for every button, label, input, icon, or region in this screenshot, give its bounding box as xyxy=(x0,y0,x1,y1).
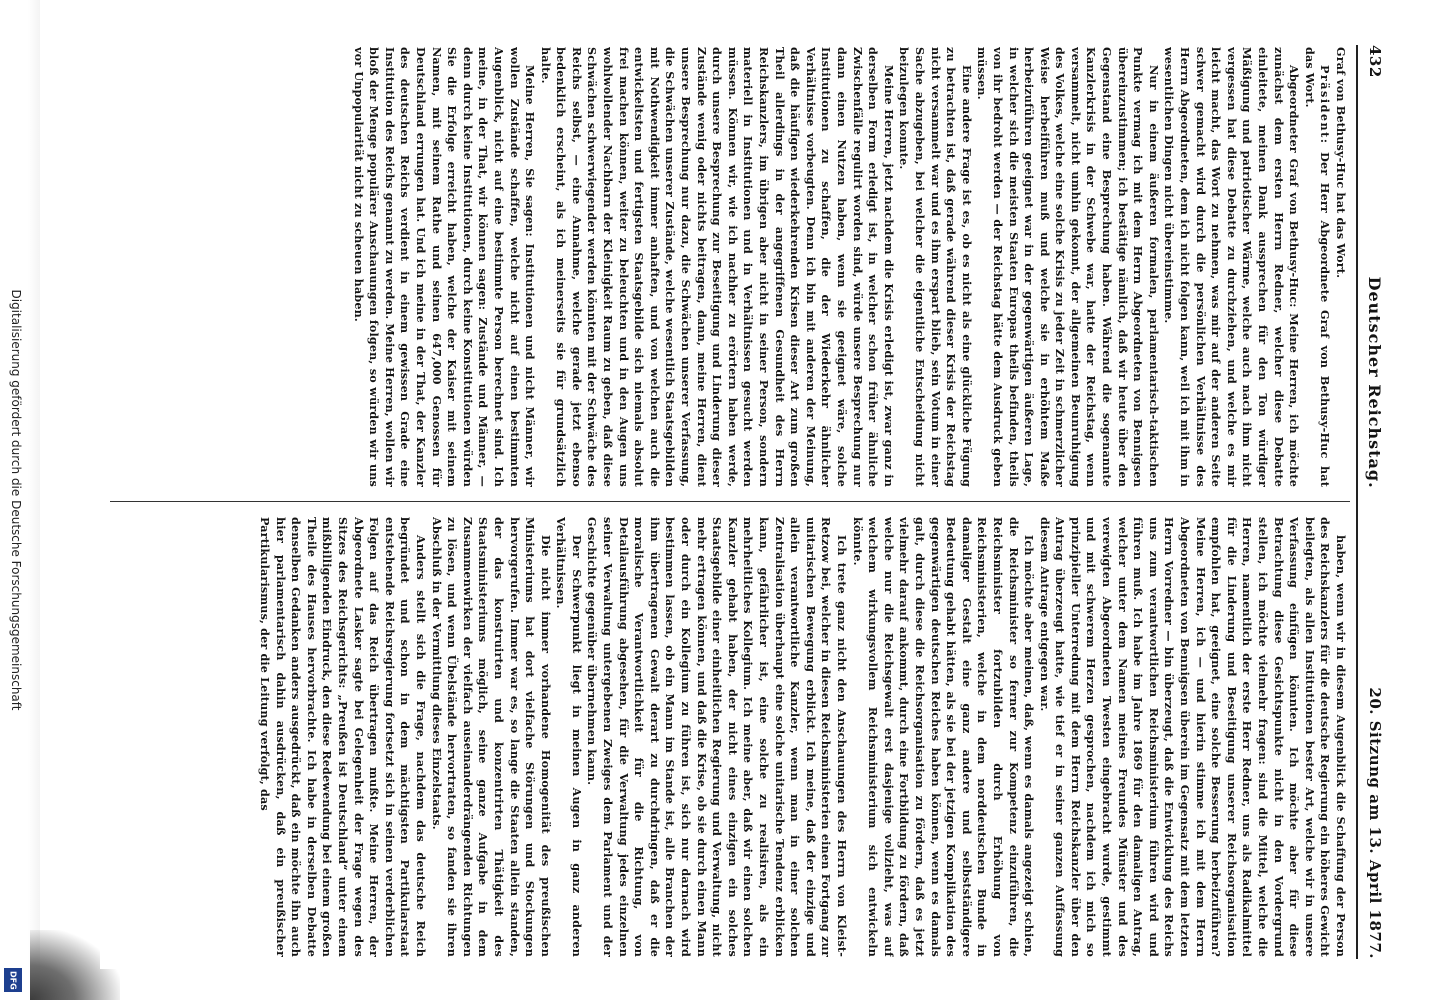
paragraph xyxy=(1301,47,1332,487)
newspaper-page xyxy=(100,35,1390,969)
credit-bar xyxy=(4,0,28,1000)
paragraph-text: Meine Herren, jetzt nachdem die Krisis erledigt ist, zwar ganz in derselben Form erledigt ist, in welcher schon früher ähnliche Zwischenfälle regulirt worden sind, würde unsere Besprechung nur dann einen Nutzen haben, wenn sie geeignet wäre, solche Institutionen zu schaffen, die der Wiederkehr ähnlicher Verhältnisse vorbeugten. Denn ich bin mit anderen der Meinung, daß die häufigen wiederkehrenden Krisen dieser Art zum großen Theil allerdings in der angegriffenen Gesundheit des Herrn Reichskanzlers, im übrigen aber nicht in seiner Person, sondern materiell in Institutionen und in Verhältnissen gesucht werden müssen. Können wir, wie ich nachher zu erörtern haben werde, durch unsere Besprechung zur Beseitigung und Linderung dieser Zustände wenig oder nichts beitragen, dann, meine Herren, dient unsere Besprechung nur dazu, die Schwächen unserer Verfassung, die Schwächen unserer Zustände, welche wesentlich Staatsgebilden mit Nothwendigkeit immer anhaften, und von welchen auch die entwickeltsten und fertigsten Staatsgebilde sich niemals absolut frei machen können, weiter zu beleuchten und in den Augen uns wohlwollender Nachbarn der Kleinigkeit Raum zu geben, daß diese Schwächen schwerwiegender werden könnten mit der Schwäche des Reichs selbst, — eine Annahme, welche gerade jetzt ebenso bedenklich erscheint, als ich meinerseits sie für grundsätzlich halte. xyxy=(538,47,896,487)
paragraph xyxy=(584,517,849,957)
paragraph-text: Ich möchte aber meinen, daß, wenn es damals angezeigt schien, die Reichsminister so ferner zur Kompetenz einzuführen, die Reichsminister fortzubilden durch Erhöhung von Reichsministerien, welche in dem norddeutschen Bunde in damaliger Gestalt eine ganz andere und selbstständigere Bedeutung gehabt hätten, als sie bei der jetzigen Komplikation des gegenwärtigen deutschen Reiches haben können, wenn es damals galt, durch diese die Reichsorganisation zu fördern, daß es jetzt vielmehr darauf ankommt, durch eine Fortbildung zu fördern, daß welche nur die Reichsgewalt erst dasjenige vollzieht, was auf welchem wirkungsvollem Reichsministerium sich entwickeln könnte. xyxy=(850,517,1037,957)
paragraph-text: haben, wenn wir in diesem Augenblick die Schaffung der Person des Reichskanzlers für die deutsche Regierung ein höheres Gewicht beilegten, als allen Institutionen bester Art, welche wir in unsere Verfassung einfügen könnten. Ich möchte aber für diese Betrachtung diese Gesichtspunkte nicht in den Vordergrund stellen, ich möchte vielmehr fragen: sind die Mittel, welche die Herren, namentlich der erste Herr Redner, uns als Radikalmittel für die Linderung und Beseitigung unserer Reichsorganisation empfohlen hat, geeignet, eine solche Besserung herbeizuführen? Meine Herren, ich — und hierin stimme ich mit dem Herrn Abgeordneten von Bennigsen überein im Gegensatz mit dem letzten Herrn Vorredner — bin überzeugt, daß die Entwicklung des Reichs uns zum verantwortlichen Reichsministerium führen wird und führen muß. Ich habe im Jahre 1869 für den damaligen Antrag, welcher unter dem Namen meines Freundes Münster und des verewigten Abgeordneten Twesten eingebracht wurde, gestimmt und mit schwerem Herzen gesprochen, nachdem ich mich so prinzipieller Unterredung mit dem Herrn Reichskanzler über den Antrag überzeugt hatte, wie tief er in seiner ganzen Auffassung diesem Antrage entgegen war. xyxy=(1037,517,1348,957)
paragraph xyxy=(553,517,584,957)
paragraph xyxy=(428,517,553,957)
paragraph xyxy=(1036,517,1348,957)
paragraph xyxy=(849,517,1036,957)
paragraph-text: Eine andere Frage ist es, ob es nicht als eine glückliche Fügung zu betrachten ist, daß gerade während dieser Krisis der Reichstag nicht versammelt war und es ihm erspart blieb, sein Votum in einer Sache abzugeben, bei welcher die eigentliche Entscheidung nicht beizulegen konnte. xyxy=(897,47,974,487)
publication-title: Deutscher Reichstag. xyxy=(1365,276,1385,489)
page-scan xyxy=(100,35,1390,969)
paragraph-text: Die nicht immer vorhandene Homogenität des preußischen Ministeriums hat dort vielfache Störungen und Stockungen hervorgerufen. Immer war es, so lange die Staaten allein standen, der das konstruirten und konzentrirten Thätigkeit des Staatsministeriums möglich, seine ganze Aufgabe in dem Zusammenwirken der vielfach auseinanderdrängenden Richtungen zu lösen, und wenn Übelstände hervortraten, so fanden sie ihren Abschluß in der Vermittlung dieses Einzelstaats. xyxy=(429,517,553,957)
page-number: 432 xyxy=(1366,45,1384,78)
digitization-credit: Digitalisierung gefördert durch die Deutsche Forschungsgemeinschaft xyxy=(9,289,23,711)
session-date: 20. Sitzung am 13. April 1877. xyxy=(1366,687,1384,959)
paragraph xyxy=(256,517,428,957)
paragraph xyxy=(350,47,537,487)
paragraph-text: Graf von Bethusy-Huc hat das Wort. xyxy=(1334,47,1348,279)
paragraph xyxy=(1332,47,1348,487)
paragraph-text: Ich trete ganz nicht den Anschauungen des Herrn von Kleist-Retzow bei, welcher in diesen Reichsministerien einen Fortgang zur unitarischen Bewegung erblickt. Ich meine, daß der einzige und allein verantwortliche Kanzler, wenn man in einer solchen Zentralisation überhaupt eine solche unitarische Tendenz erblicken kann, gefährlicher ist, eine solche zu realisiren, als ein mehrheitliches Kollegium. Ich meine aber, daß wir einen solchen Kanzler gehabt haben, der nicht eines einzigen ein solches Staatsgebilde einer einheitlichen Regierung und Verwaltung, nicht mehr ertragen können, und daß die Krise, ob sie durch einen Mann oder durch ein Kollegium zu führen ist, sich nur darnach wird bestimmen lassen, ob ein Mann im Stande ist, alle Branchen der ihm übertragenen Gewalt derart zu durchdringen, daß er die moralische Verantwortlichkeit für die Richtung, von Detailausführung abgesehen, für die Verwaltung jedes einzelnen seiner Verwaltung untergebenen Zweiges dem Parlament und der Geschichte gegenüber übernehmen kann. xyxy=(585,517,849,957)
left-column xyxy=(108,47,1348,487)
page-header xyxy=(1360,45,1390,959)
paragraph-text: Anders stellt sich die Frage, nachdem das deutsche Reich begründet und schon in dem mächtigsten Partikularstaat entstehende Reichsregierung fortsetzt sich in seinen verderblichen Folgen auf das Reich übertragen mußte. Meine Herren, der Abgeordnete Lasker sagte bei Gelegenheit der Frage wegen des Sitzes des Reichsgerichts: „Preußen ist Deutschland“ unter einem mißbilligenden Eindruck, den diese Redewendung bei einem großen Theile des Hauses hervorbrachte. Ich habe in derselben Debatte denselben Gedanken anders ausgedrückt, daß ein möchte ihn auch hier parlamentarisch dahin ausdrücken, daß ein preußischer Partikularismus, der die Leitung verfolgt, das xyxy=(258,517,428,957)
paragraph-text: Meine Herren, Sie sagen: Institutionen und nicht Männer, wir wollen Zustände schaffen, welche nicht auf einen bestimmten Augenblick, nicht auf eine bestimmte Person berechnet sind. Ich meine, in der That, wir können sagen: Zustände und Männer, — denn durch keine Institutionen, durch keine Konstitutionen würden Sie die Erfolge erreicht haben, welche der Kaiser mit seinem Namen, mit seinem Rathe und seinen 647,000 Genossen für Deutschland errungen hat. Und ich meine in der That, der Kanzler des deutschen Reichs verdient in einem gewissen Grade eine Institution des Reichs genannt zu werden. Meine Herren, wollen wir bloß der Menge populärer Anschauungen folgen, so würden wir uns vor Unpopularität nicht zu scheuen haben. xyxy=(351,47,538,487)
column-divider xyxy=(110,501,1350,502)
speaker-label: Präsident: xyxy=(1318,65,1333,145)
header-rule xyxy=(1356,45,1358,959)
dfg-logo-icon: DFG xyxy=(4,968,22,992)
paragraph-text: Abgeordneter Graf von Bethusy-Huc: Meine Herren, ich möchte zunächst dem ersten Herrn Redner, welcher diese Debatte einleitete, meinen Dank aussprechen für den Ton würdiger Mäßigung und patriotischer Wärme, welche auch nach ihm nicht vergessen hat diese Debatte zu durchziehen, und welche es mir leicht macht, das Wort zu nehmen, was mir auf der anderen Seite schwer gemacht wird durch die persönlichen Verhältnisse des Herrn Abgeordneten, dem ich nicht folgen kann, weil ich mit ihm in wesentlichen Dingen nicht übereinstimme. xyxy=(1162,47,1302,487)
paragraph-text: Der Herr Abgeordnete Graf von Bethusy-Huc hat das Wort. xyxy=(1302,47,1333,487)
paragraph xyxy=(537,47,896,487)
paragraph xyxy=(1161,47,1301,487)
right-column xyxy=(108,517,1348,957)
paragraph xyxy=(896,47,974,487)
paragraph-text: Der Schwerpunkt liegt in meinen Augen in ganz anderen Verhältnissen. xyxy=(554,517,584,957)
paragraph xyxy=(974,47,1161,487)
paragraph-text: Nur in einem äußeren formalen, parlamentarisch-taktischen Punkte vermag ich mit dem Herrn Abgeordneten von Bennigsen übereinzustimmen; ich bestätige nämlich, daß wir heute über den Gegenstand eine Besprechung haben. Während die sogenannte Kanzlerkrisis in der Schwebe war, hatte der Reichstag, wenn versammelt, nicht umhin gekonnt, der allgemeinen Beunruhigung des Volkes, welche eine solche Krisis zu jeder Zeit in schmerzlicher Weise herbeiführen muß und welche sie in erhöhtem Maße herbeizuführen geeignet war in der gegenwärtigen äußeren Lage, in welcher sich die meisten Staaten Europas theils befinden, theils von ihr bedroht werden — der Reichstag hätte dem Ausdruck geben müssen. xyxy=(975,47,1161,487)
